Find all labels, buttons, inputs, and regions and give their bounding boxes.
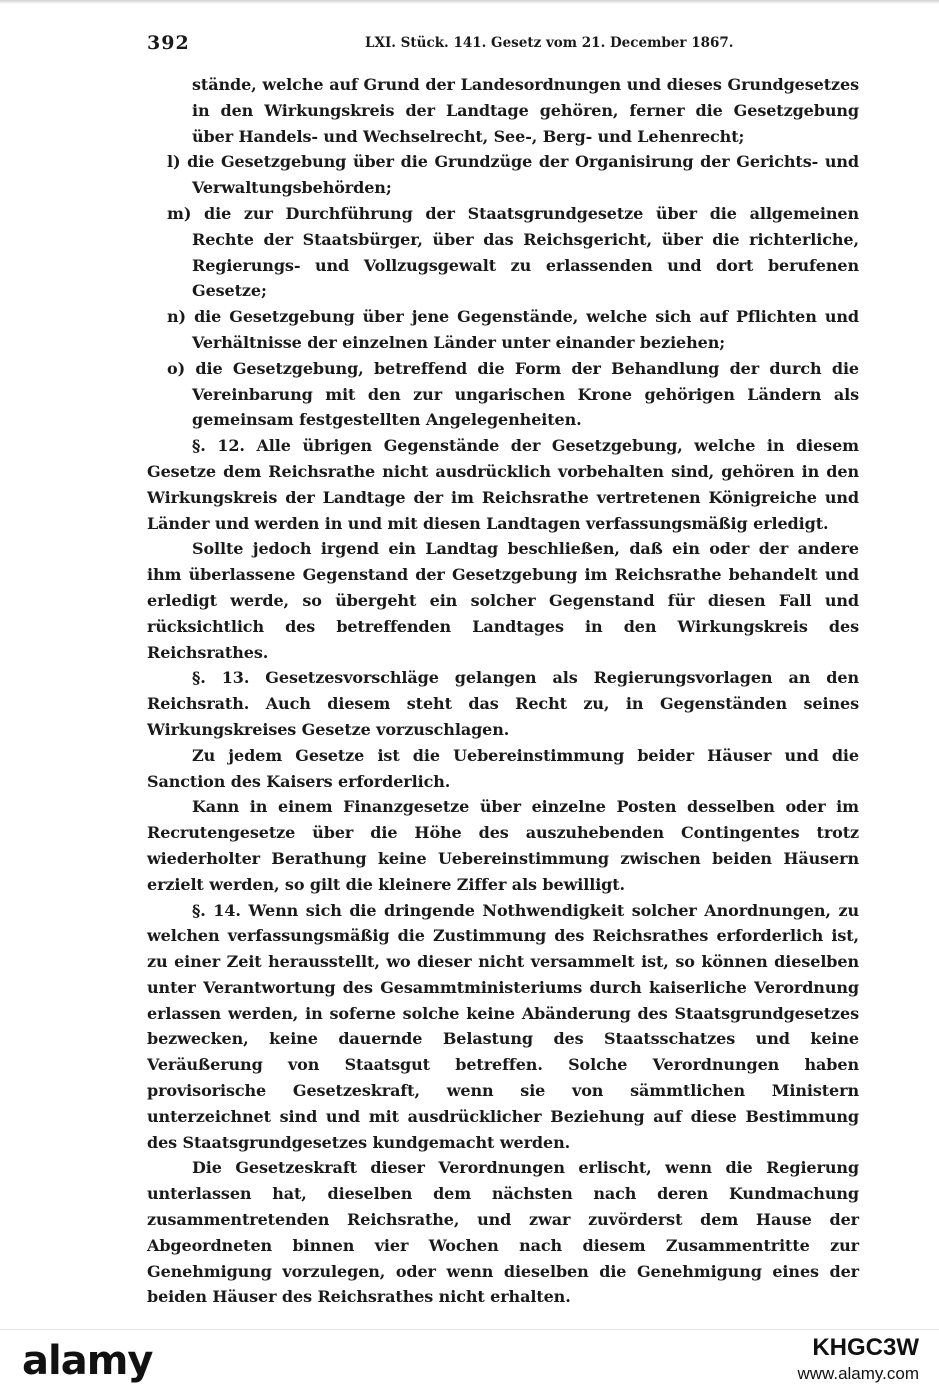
section-12: §. 12. Alle übrigen Gegenstände der Gesetzgebung, welche in diesem Gesetze dem Reichsrathe nicht ausdrücklich vorbehalten sind, gehören in den Wirkungskreis der Landtage der im Reichsrathe vertretenen Königreiche und Länder und werden in und mit diesen Landtagen verfassungsmäßig erledigt. (147, 436, 859, 533)
scan-edge (0, 0, 939, 4)
section-13: §. 13. Gesetzesvorschläge gelangen als Regierungsvorlagen an den Reichsrath. Auch diesem steht das Recht zu, in Gegenständen seines Wirkungskreises Gesetze vorzuschlagen. (147, 668, 859, 739)
section-14-paragraph-2: Die Gesetzeskraft dieser Verordnungen erlischt, wenn die Regierung unterlassen hat, dieselben dem nächsten nach deren Kundmachung zusammentretenden Reichsrathe, und zwar zuvörderst dem Hause der Abgeordneten binnen vier Wochen nach diesem Zusammentritte zur Genehmigung vorzulegen, oder wenn dieselben die Genehmigung eines der beiden Häuser des Reichsrathes nicht erhalten. (147, 1158, 859, 1307)
document-body (147, 72, 859, 1310)
running-head: LXI. Stück. 141. Gesetz vom 21. December 1867. (365, 35, 734, 51)
page-number: 392 (147, 32, 190, 54)
watermark-id-block (797, 1334, 919, 1384)
alamy-logo: alamy (22, 1338, 153, 1384)
paragraph-continuation: stände, welche auf Grund der Landesordnungen und dieses Grundgesetzes in den Wirkungskreis der Landtage gehören, ferner die Gesetzgebung über Handels- und Wechselrecht, See-, Berg- und Lehenrecht; (192, 75, 859, 146)
section-14: §. 14. Wenn sich die dringende Nothwendigkeit solcher Anordnungen, zu welchen verfassungsmäßig die Zustimmung des Reichsrathes erforderlich ist, zu einer Zeit herausstellt, wo dieser nicht versammelt ist, so können dieselben unter Verantwortung des Gesammtministeriums durch kaiserliche Verordnung erlassen werden, in soferne solche keine Abänderung des Staatsgrundgesetzes bezwecken, keine dauernde Belastung des Staatsschatzes und keine Veräußerung von Staatsgut betreffen. Solche Verordnungen haben provisorische Gesetzeskraft, wenn sie von sämmtlichen Ministern unterzeichnet sind und mit ausdrücklicher Beziehung auf diese Bestimmung des Staatsgrundgesetzes kundgemacht werden. (147, 900, 859, 1152)
list-item-o: o) die Gesetzgebung, betreffend die Form der Behandlung der durch die Vereinbarung mit den zur ungarischen Krone gehörigen Ländern als gemeinsam festgestellten Angelegenheiten. (167, 358, 859, 430)
stock-watermark-bar (0, 1329, 939, 1390)
image-code: KHGC3W (812, 1334, 919, 1361)
page-header (147, 30, 734, 56)
list-item-m: m) die zur Durchführung der Staatsgrundgesetze über die allgemeinen Rechte der Staatsbürger, über das Reichsgericht, über die richterliche, Regierungs- und Vollzugsgewalt zu erlassenden und dort berufenen Gesetze; (167, 203, 859, 301)
watermark-site: www.alamy.com (797, 1364, 919, 1383)
section-13-paragraph-3: Kann in einem Finanzgesetze über einzelne Posten desselben oder im Recrutengesetze über die Höhe des auszuhebenden Contingentes trotz wiederholter Berathung keine Uebereinstimmung zwischen beiden Häusern erzielt werden, so gilt die kleinere Ziffer als bewilligt. (147, 797, 859, 894)
section-12-paragraph-2: Sollte jedoch irgend ein Landtag beschließen, daß ein oder der andere ihm überlassene Gegenstand der Gesetzgebung im Reichsrathe behandelt und erledigt werde, so übergeht ein solcher Gegenstand für diesen Fall und rücksichtlich des betreffenden Landtages in den Wirkungskreis des Reichsrathes. (147, 539, 859, 662)
list-item-n: n) die Gesetzgebung über jene Gegenstände, welche sich auf Pflichten und Verhältnisse der einzelnen Länder unter einander beziehen; (167, 307, 859, 352)
list-item-l: l) die Gesetzgebung über die Grundzüge der Organisirung der Gerichts- und Verwaltungsbehörden; (167, 152, 859, 198)
section-13-paragraph-2: Zu jedem Gesetze ist die Uebereinstimmung beider Häuser und die Sanction des Kaisers erforderlich. (147, 745, 859, 791)
